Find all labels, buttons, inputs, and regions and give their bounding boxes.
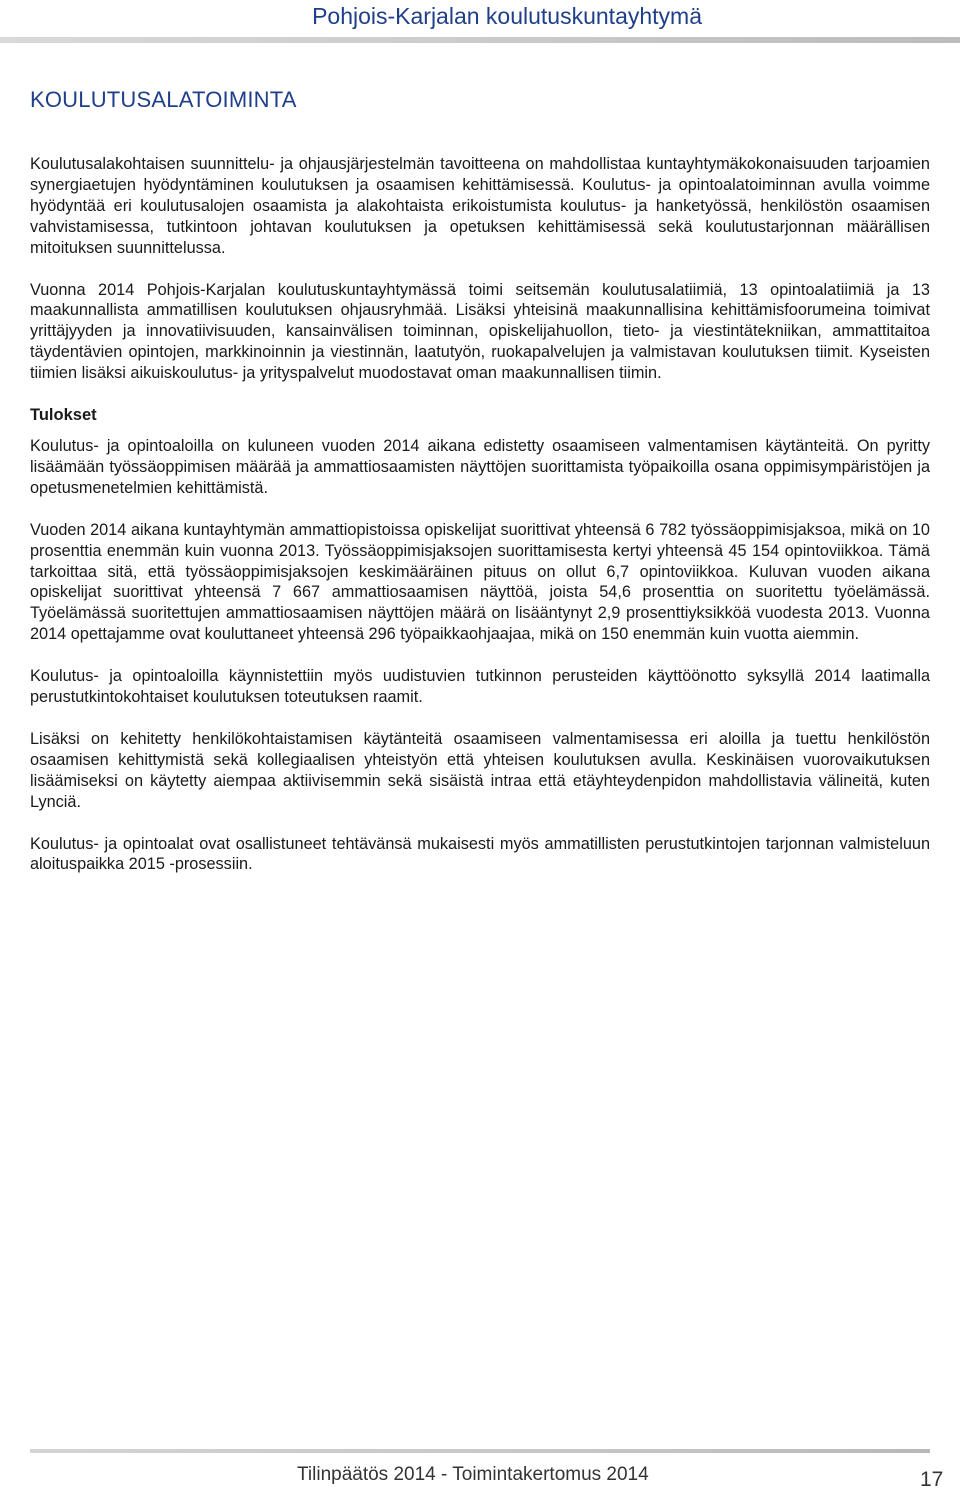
section-title: KOULUTUSALATOIMINTA <box>30 87 297 112</box>
results-paragraph-5: Koulutus- ja opintoalat ovat osallistuneet tehtävänsä mukaisesti myös ammatillisten perustutkintojen tarjonnan valmisteluun aloituspaikka 2015 -prosessiin. <box>30 834 930 874</box>
page-number: 17 <box>920 1468 944 1491</box>
results-heading: Tulokset <box>30 406 97 425</box>
footer-document-title: Tilinpäätös 2014 - Toimintakertomus 2014 <box>297 1464 649 1485</box>
intro-paragraph-2: Vuonna 2014 Pohjois-Karjalan koulutuskuntayhtymässä toimi seitsemän koulutusalatiimiä, 13 opintoalatiimiä ja 13 maakunnallista ammatillisen koulutuksen ohjausryhmää. Lisäksi yhteisinä maakunnallisina kehittämisfoorumeina toimivat yrittäjyyden ja innovatiivisuuden, kansainvälisen toiminnan, opiskelijahuollon, tieto- ja viestintätekniikan, ammattitaitoa täydentävien opintojen, markkinoinnin ja viestinnän, laatutyön, ruokapalvelujen ja valmistavan koulutuksen tiimit. Kyseisten tiimien lisäksi aikuiskoulutus- ja yrityspalvelut muodostavat oman maakunnallisen tiimin. <box>30 280 930 383</box>
results-paragraph-3: Koulutus- ja opintoaloilla käynnistettiin myös uudistuvien tutkinnon perusteiden käyttöönotto syksyllä 2014 laatimalla perustutkintokohtaiset koulutuksen toteutuksen raamit. <box>30 667 930 707</box>
intro-paragraph-1: Koulutusalakohtaisen suunnittelu- ja ohjausjärjestelmän tavoitteena on mahdollistaa kuntayhtymäkokonaisuuden tarjoamien synergiaetujen hyödyntäminen koulutuksen ja osaamisen kehittämisessä. Koulutus- ja opintoalatoiminnan avulla voimme hyödyntää eri koulutusalojen osaamista ja alakohtaista erikoistumista koulutus- ja hanketyössä, henkilöstön osaamisen vahvistamisessa, tutkintoon johtavan koulutuksen ja opetuksen kehittämisessä sekä koulutustarjonnan määrällisen mitoituksen suunnittelussa. <box>30 155 930 257</box>
footer-divider <box>30 1449 930 1453</box>
organization-title: Pohjois-Karjalan koulutuskuntayhtymä <box>312 3 702 29</box>
page-header <box>0 0 960 42</box>
results-paragraph-4: Lisäksi on kehitetty henkilökohtaistamisen käytänteitä osaamiseen valmentamisessa eri aloilla ja tuettu henkilöstön osaamisen kehittymistä sekä kollegiaalisen yhteistyön että yhteisen koulutuksen avulla. Keskinäisen vuorovaikutuksen lisäämiseksi on käytetty aiempaa aktiivisemmin sekä sisäistä intraa että etäyhteydenpidon mahdollistavia välineitä, kuten Lynciä. <box>30 729 930 811</box>
results-paragraph-2: Vuoden 2014 aikana kuntayhtymän ammattiopistoissa opiskelijat suorittivat yhteensä 6 782 työssäoppimisjaksoa, mikä on 10 prosenttia enemmän kuin vuonna 2013. Työssäoppimisjaksojen suorittamisesta kertyi yhteensä 45 154 opintoviikkoa. Tämä tarkoittaa sitä, että työssäoppimisjaksojen keskimääräinen pituus on ollut 6,7 opintoviikkoa. Kuluvan vuoden aikana opiskelijat suorittivat yhteensä 7 667 ammattiosaamisen näyttöä, joista 54,6 prosenttia on suoritettu työelämässä. Työelämässä suoritettujen ammattiosaamisen näyttöjen määrä on lisääntynyt 2,9 prosenttiyksikköä vuodesta 2013. Vuonna 2014 opettajamme ovat kouluttaneet yhteensä 296 työpaikkaohjaajaa, mikä on 150 enemmän kuin vuotta aiemmin. <box>30 520 930 644</box>
header-divider <box>0 37 960 43</box>
main-content <box>30 154 930 875</box>
results-paragraph-1: Koulutus- ja opintoaloilla on kuluneen vuoden 2014 aikana edistetty osaamiseen valmentamisen käytänteitä. On pyritty lisäämään työssäoppimisen määrää ja ammattiosaamisten näyttöjen suorittamista työpaikoilla osana oppimisympäristöjen ja opetusmenetelmien kehittämistä. <box>30 436 930 497</box>
